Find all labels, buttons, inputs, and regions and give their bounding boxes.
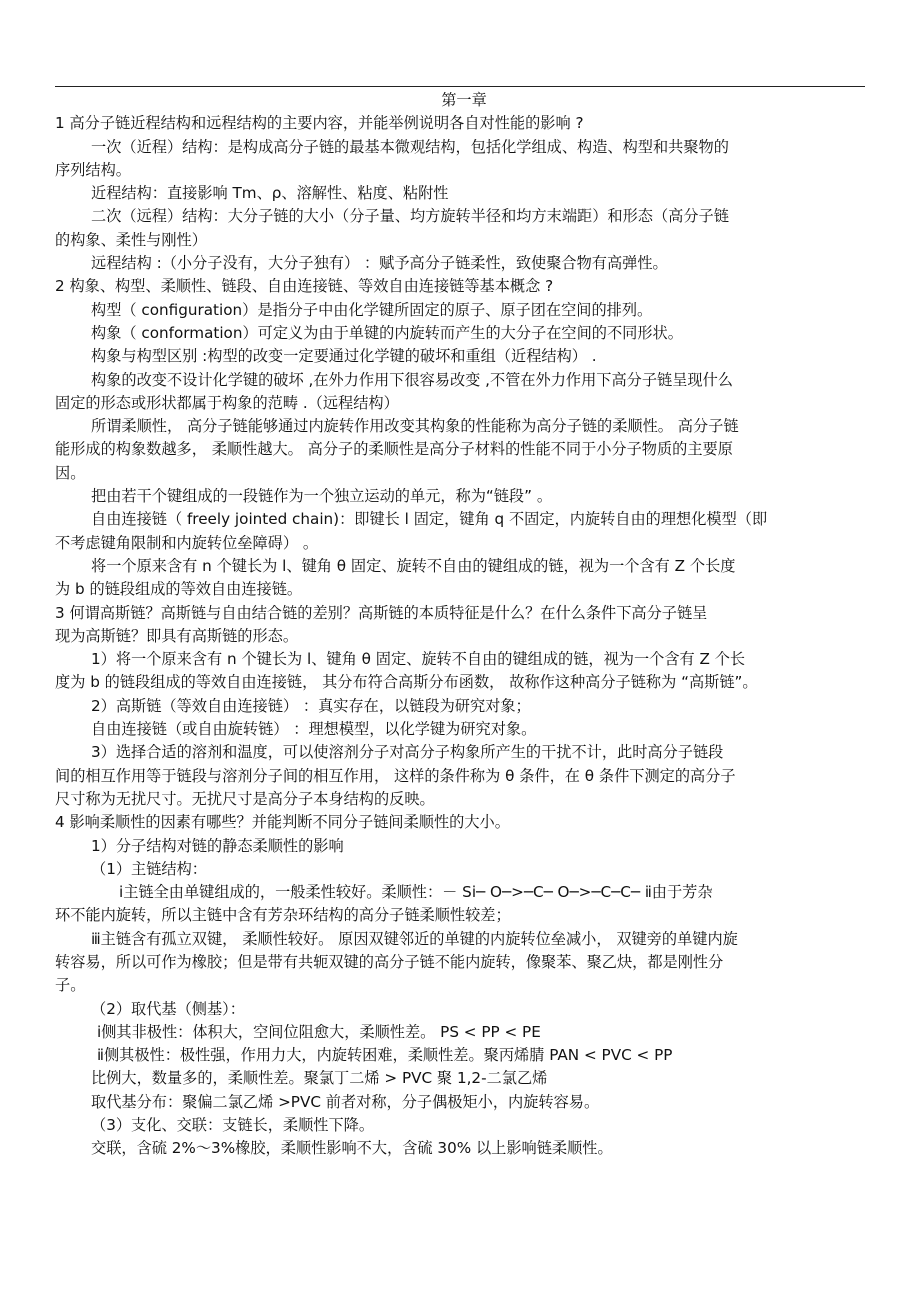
text-line: 因。 bbox=[55, 463, 86, 482]
text-line: 不考虑键角限制和内旋转位垒障碍） 。 bbox=[55, 533, 319, 552]
question-4-heading: 4 影响柔顺性的因素有哪些？并能判断不同分子链间柔顺性的大小。 bbox=[55, 813, 510, 832]
text-line: 2）高斯链（等效自由连接链） ：真实存在，以链段为研究对象； bbox=[91, 696, 531, 715]
text-line: 1）将一个原来含有 n 个键长为 l、键角 θ 固定、旋转不自由的键组成的链，视为一个含有 Z 个长 bbox=[91, 650, 746, 669]
text-line: 子。 bbox=[55, 976, 86, 995]
text-line: 自由连接链（ freely jointed chain)：即键长 l 固定，键角 q 不固定，内旋转自由的理想化模型（即 bbox=[91, 510, 768, 529]
text-line: 构象的改变不设计化学键的破坏 ,在外力作用下很容易改变 ,不管在外力作用下高分子链呈现什么 bbox=[91, 370, 733, 389]
text-line: 的构象、柔性与刚性） bbox=[55, 230, 207, 249]
text-line: 现为高斯链？即具有高斯链的形态。 bbox=[55, 626, 298, 645]
text-line: 为 b 的链段组成的等效自由连接链。 bbox=[55, 580, 303, 599]
text-line: 3）选择合适的溶剂和温度，可以使溶剂分子对高分子构象所产生的干扰不计，此时高分子链段 bbox=[91, 743, 724, 762]
text-line: ⅰ主链全由单键组成的，一般柔性较好。柔顺性：－ Si─ O─>─C─ O─>─C─C─ ⅱ由于芳杂 bbox=[119, 883, 713, 902]
text-line: 交联，含硫 2%～3%橡胶，柔顺性影响不大，含硫 30% 以上影响链柔顺性。 bbox=[91, 1139, 613, 1158]
text-line: 所谓柔顺性， 高分子链能够通过内旋转作用改变其构象的性能称为高分子链的柔顺性。 高分子链 bbox=[91, 417, 739, 436]
text-line: 近程结构：直接影响 Tm、ρ、溶解性、粘度、粘附性 bbox=[91, 184, 449, 203]
text-line: 将一个原来含有 n 个键长为 l、键角 θ 固定、旋转不自由的键组成的链，视为一个含有 Z 个长度 bbox=[91, 556, 736, 575]
text-line: 取代基分布：聚偏二氯乙烯 >PVC 前者对称，分子偶极矩小，内旋转容易。 bbox=[91, 1092, 600, 1111]
text-line: （3）支化、交联：支链长，柔顺性下降。 bbox=[91, 1116, 375, 1135]
chapter-title: 第一章 bbox=[441, 91, 487, 109]
question-3-heading: 3 何谓高斯链？高斯链与自由结合链的差别？高斯链的本质特征是什么？在什么条件下高分子链呈 bbox=[55, 603, 708, 622]
text-line: （2）取代基（侧基）： bbox=[91, 999, 245, 1018]
text-line: 度为 b 的链段组成的等效自由连接链， 其分布符合高斯分布函数， 故称作这种高分子链称为 “高斯链”。 bbox=[55, 673, 758, 692]
text-line: （1）主链结构： bbox=[91, 859, 207, 878]
text-line: 转容易，所以可作为橡胶；但是带有共轭双键的高分子链不能内旋转，像聚苯、聚乙炔，都是刚性分 bbox=[55, 952, 724, 971]
text-line: ⅲ主链含有孤立双键， 柔顺性较好。 原因双键邻近的单键的内旋转位垒减小， 双键旁的单键内旋 bbox=[91, 929, 738, 948]
text-line: ⅰ侧其非极性：体积大，空间位阻愈大，柔顺性差。 PS < PP < PE bbox=[97, 1022, 541, 1041]
text-line: 构象（ conformation）可定义为由于单键的内旋转而产生的大分子在空间的不同形状。 bbox=[91, 323, 683, 342]
text-line: 1）分子结构对链的静态柔顺性的影响 bbox=[91, 836, 344, 855]
text-line: 比例大，数量多的，柔顺性差。聚氯丁二烯 > PVC 聚 1,2-二氯乙烯 bbox=[91, 1069, 548, 1088]
text-line: 自由连接链（或自由旋转链） ：理想模型，以化学键为研究对象。 bbox=[91, 720, 537, 739]
question-1-heading: 1 高分子链近程结构和远程结构的主要内容，并能举例说明各自对性能的影响 ? bbox=[55, 114, 584, 133]
text-line: 一次（近程）结构：是构成高分子链的最基本微观结构，包括化学组成、构造、构型和共聚物的 bbox=[91, 137, 729, 156]
text-line: 环不能内旋转，所以主链中含有芳杂环结构的高分子链柔顺性较差； bbox=[55, 906, 511, 925]
text-line: 尺寸称为无扰尺寸。无扰尺寸是高分子本身结构的反映。 bbox=[55, 789, 435, 808]
text-line: 远程结构 :（小分子没有，大分子独有） ：赋予高分子链柔性，致使聚合物有高弹性。 bbox=[91, 254, 668, 273]
text-line: 固定的形态或形状都属于构象的范畴 .（远程结构） bbox=[55, 393, 399, 412]
text-line: 构象与构型区别 :构型的改变一定要通过化学键的破坏和重组（近程结构） . bbox=[91, 347, 597, 366]
header-rule bbox=[55, 86, 865, 87]
document-body bbox=[55, 89, 873, 1161]
text-line: ⅱ侧其极性：极性强，作用力大，内旋转困难，柔顺性差。聚丙烯腈 PAN < PVC < PP bbox=[97, 1046, 673, 1065]
question-2-heading: 2 构象、构型、柔顺性、链段、自由连接链、等效自由连接链等基本概念 ? bbox=[55, 277, 554, 296]
text-line: 把由若干个键组成的一段链作为一个独立运动的单元，称为“链段” 。 bbox=[91, 487, 553, 506]
text-line: 二次（远程）结构：大分子链的大小（分子量、均方旋转半径和均方末端距）和形态（高分子链 bbox=[91, 207, 729, 226]
text-line: 间的相互作用等于链段与溶剂分子间的相互作用， 这样的条件称为 θ 条件，在 θ 条件下测定的高分子 bbox=[55, 766, 736, 785]
text-line: 能形成的构象数越多， 柔顺性越大。 高分子的柔顺性是高分子材料的性能不同于小分子物质的主要原 bbox=[55, 440, 733, 459]
text-line: 序列结构。 bbox=[55, 160, 131, 179]
text-line: 构型（ configuration）是指分子中由化学键所固定的原子、原子团在空间的排列。 bbox=[91, 300, 653, 319]
